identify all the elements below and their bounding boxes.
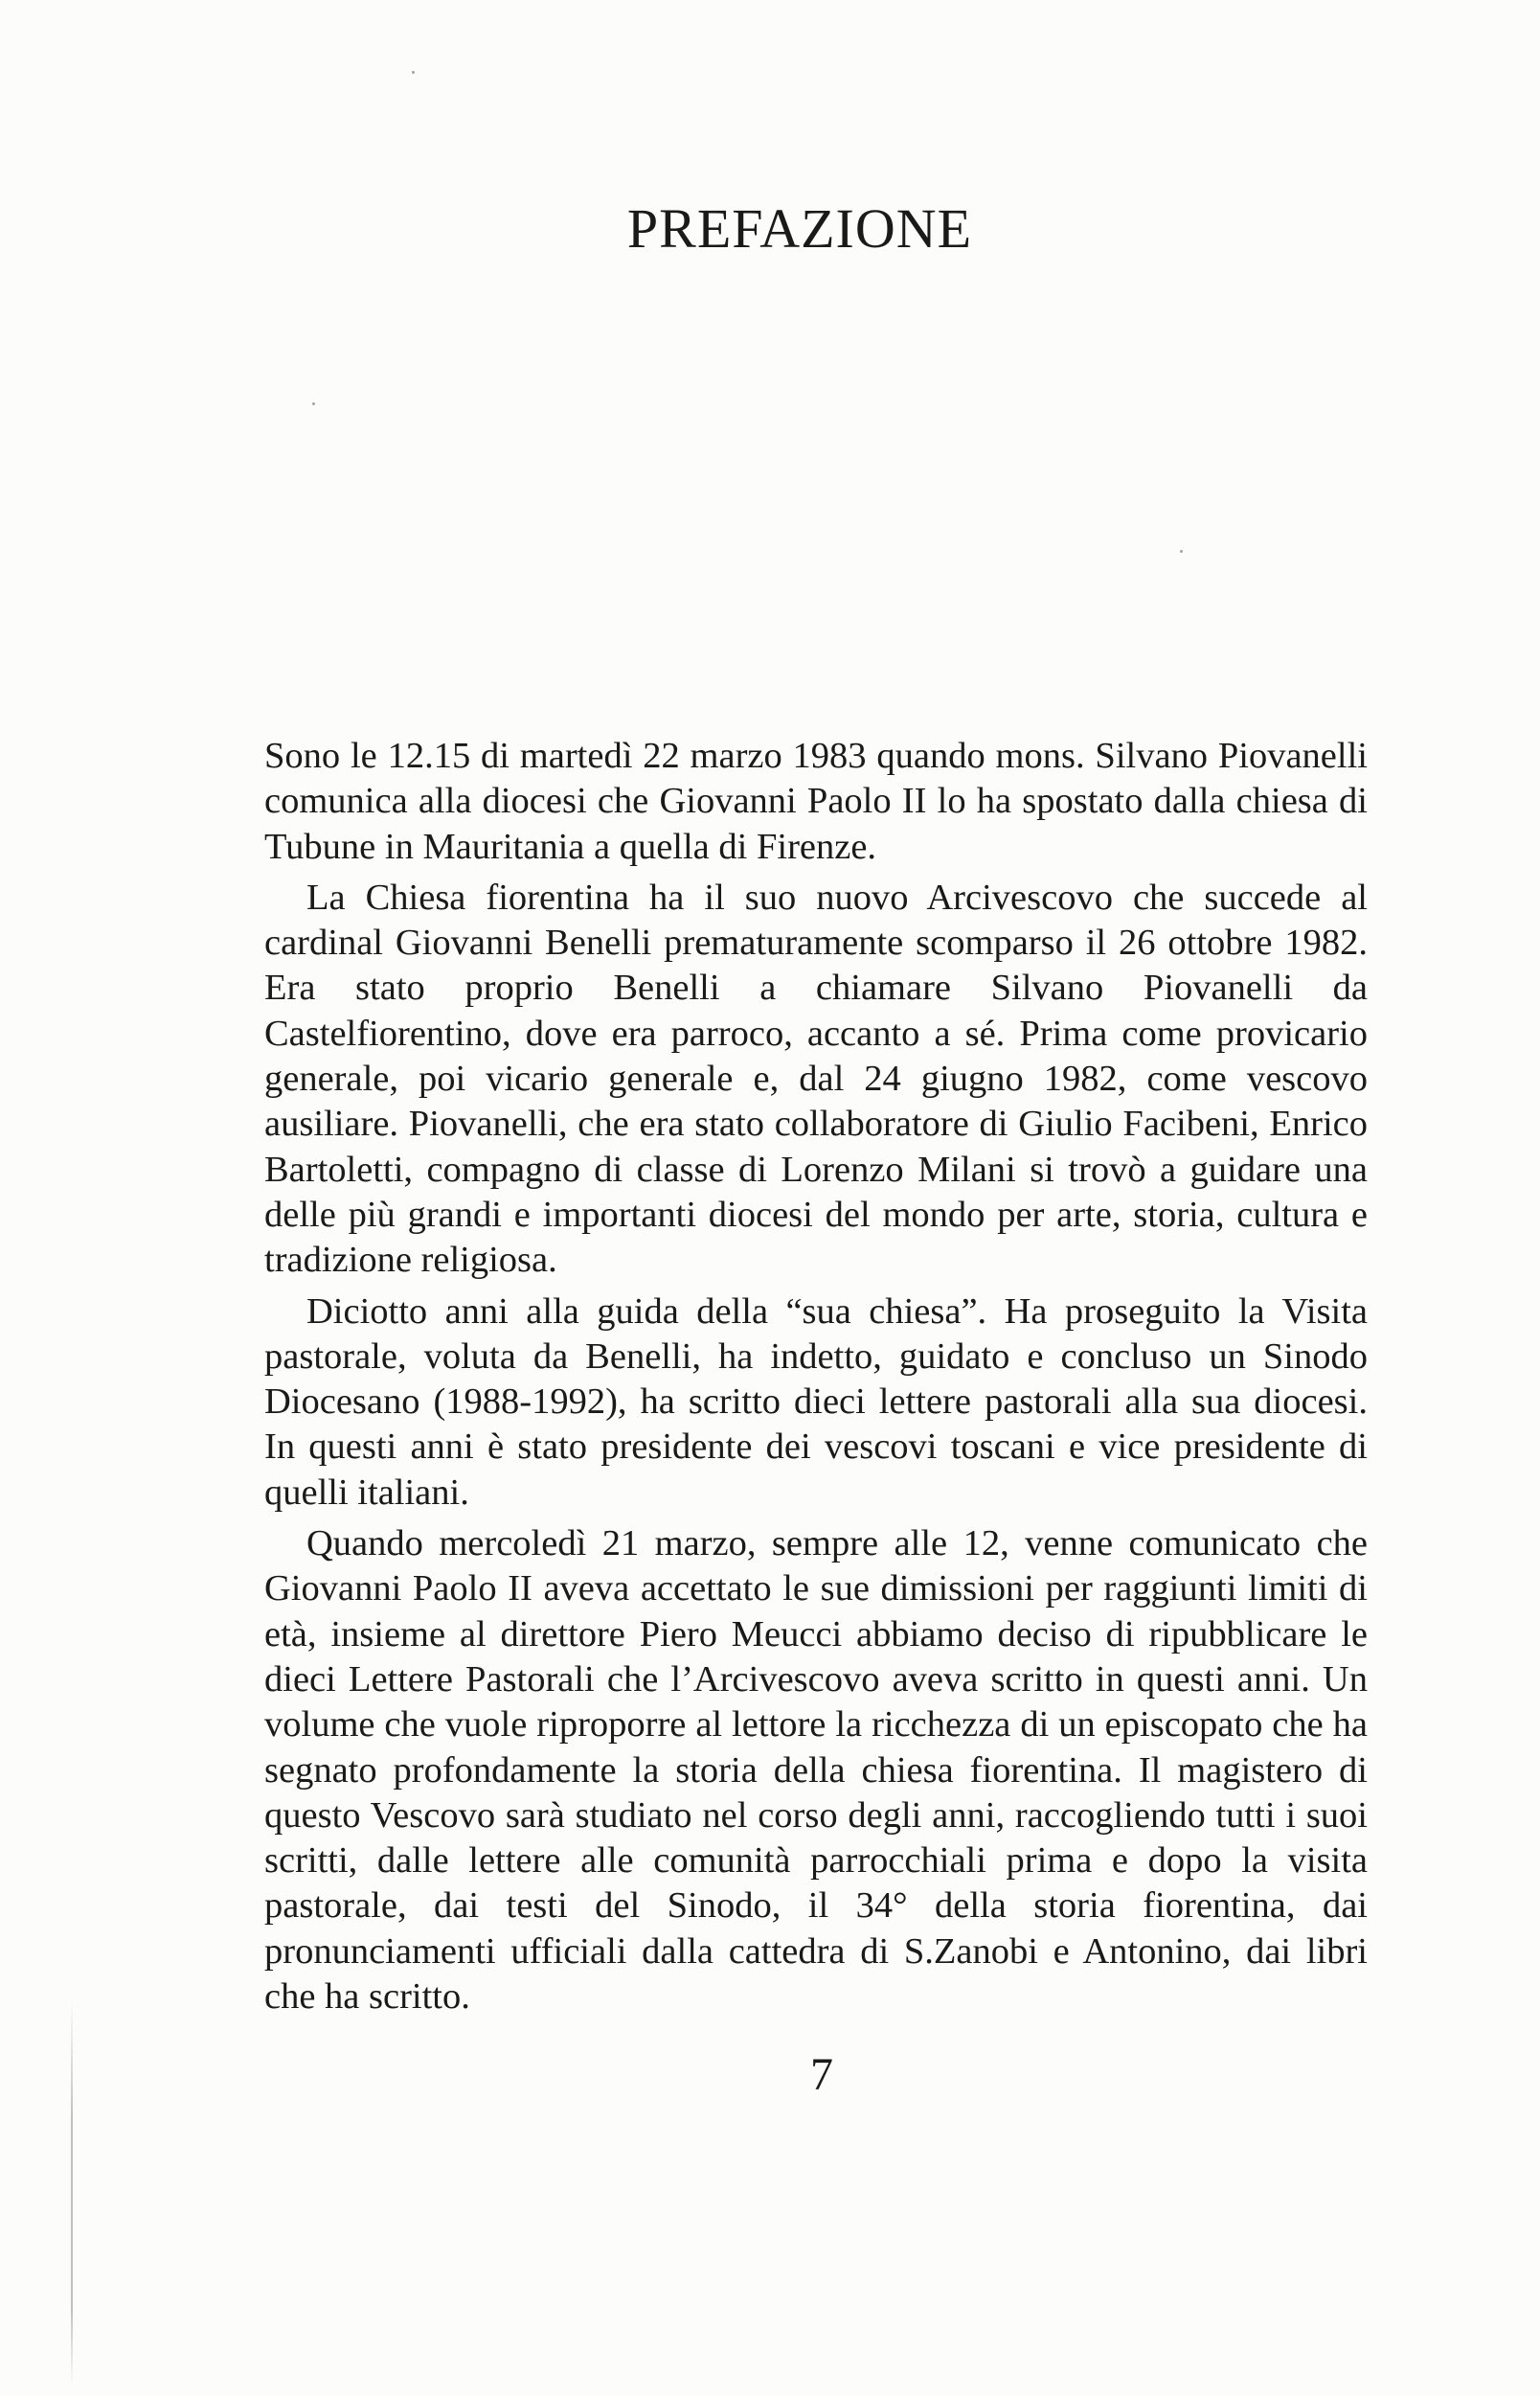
paper-speck: [412, 71, 415, 74]
page-number: 7: [810, 2049, 833, 2100]
paragraph: Sono le 12.15 di martedì 22 marzo 1983 quando mons. Silvano Piovanelli comunica alla diocesi che Giovanni Paolo II lo ha spostato dalla chiesa di Tubune in Mauritania a quella di Firenze.: [264, 736, 1368, 867]
paper-speck: [1180, 550, 1183, 553]
page-title: PREFAZIONE: [626, 197, 973, 260]
paragraph: La Chiesa fiorentina ha il suo nuovo Arcivescovo che succede al cardinal Giovanni Benelli prematuramente scomparso il 26 ottobre 1982. Era stato proprio Benelli a chiamare Silvano Piovanelli da Castelfiorentino, dove era parroco, accanto a sé. Prima come provicario generale, poi vicario generale e, dal 24 giugno 1982, come vescovo ausiliare. Piovanelli, che era stato collaboratore di Giulio Facibeni, Enrico Bartoletti, compagno di classe di Lorenzo Milani si trovò a guidare una delle più grandi e importanti diocesi del mondo per arte, storia, cultura e tradizione religiosa.: [264, 877, 1368, 1281]
paragraph: Quando mercoledì 21 marzo, sempre alle 12, venne comunicato che Giovanni Paolo II aveva accettato le sue dimissioni per raggiunti limiti di età, insieme al direttore Piero Meucci abbiamo deciso di ripubblicare le dieci Lettere Pastorali che l’Arcivescovo aveva scritto in questi anni. Un volume che vuole riproporre al lettore la ricchezza di un episcopato che ha segnato profondamente la storia della chiesa fiorentina. Il magistero di questo Vescovo sarà studiato nel corso degli anni, raccogliendo tutti i suoi scritti, dalle lettere alle comunità parrocchiali prima e dopo la visita pastorale, dai testi del Sinodo, il 34° della storia fiorentina, dai pronunciamenti ufficiali dalla cattedra di S.Zanobi e Antonino, dai libri che ha scritto.: [264, 1523, 1368, 2018]
paper-speck: [312, 402, 315, 405]
preface-body: [264, 734, 1368, 2025]
paragraph: Diciotto anni alla guida della “sua chiesa”. Ha proseguito la Visita pastorale, voluta da Benelli, ha indetto, guidato e concluso un Sinodo Diocesano (1988-1992), ha scritto dieci lettere pastorali alla sua diocesi. In questi anni è stato presidente dei vescovi toscani e vice presidente di quelli italiani.: [264, 1290, 1368, 1513]
